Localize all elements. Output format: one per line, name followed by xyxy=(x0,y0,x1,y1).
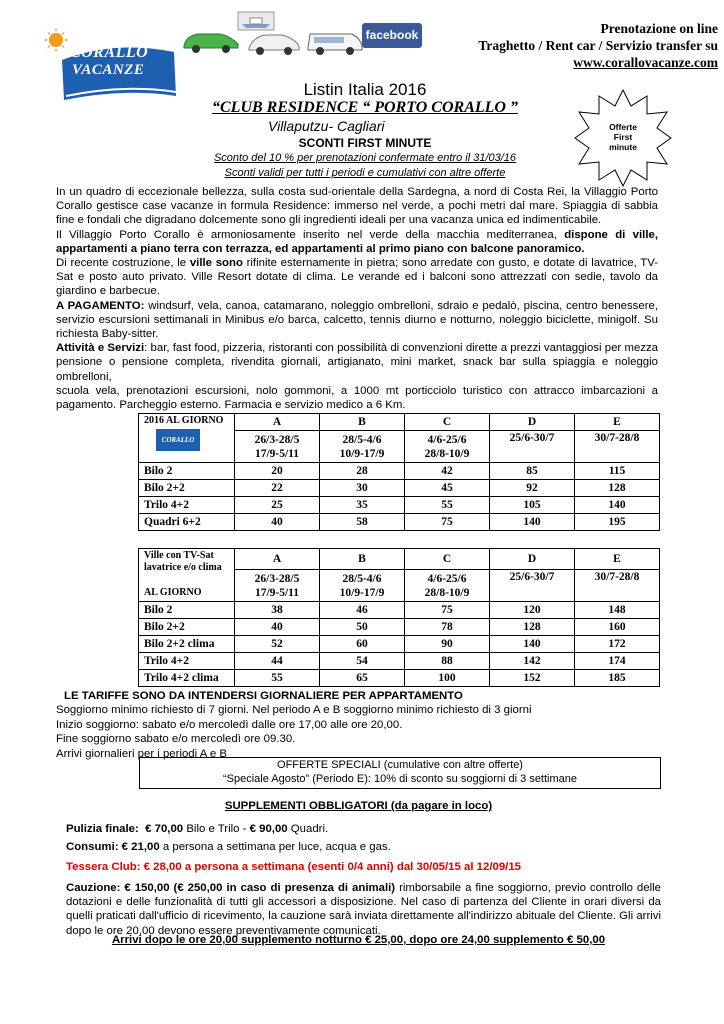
table1-col-b: B xyxy=(320,414,405,431)
t1-r1-d: 92 xyxy=(490,480,575,497)
table2-col-e: E xyxy=(575,549,660,570)
location: Villaputzu- Cagliari xyxy=(268,118,385,134)
t1-r1-a: 22 xyxy=(235,480,320,497)
desc-p4-label: A PAGAMENTO: xyxy=(56,299,145,312)
t2-r0-e: 148 xyxy=(575,602,660,619)
table2-corner xyxy=(139,549,235,602)
table1-col-a: A xyxy=(235,414,320,431)
supp-tessera: Tessera Club: € 28,00 a persona a settimana (esenti 0/4 anni) dal 30/05/15 al 12/09/15 xyxy=(66,861,522,873)
pulizia-price-1: € 70,00 xyxy=(145,823,184,835)
t2-r1-c: 78 xyxy=(405,619,490,636)
table1-period-d xyxy=(490,431,575,463)
desc-p3 xyxy=(56,256,658,299)
t2-r4-b: 65 xyxy=(320,670,405,687)
t2-r0-d: 120 xyxy=(490,602,575,619)
pulizia-price-2: € 90,00 xyxy=(249,823,288,835)
desc-p6: scuola vela, prenotazioni escursioni, nolo gommoni, a 1000 mt porticciolo turistico con attracco imbarcazioni a pagamento. Parcheggio esterno. Farmacia e servizio medico a 6 Km. xyxy=(56,384,658,412)
table-row xyxy=(139,636,660,653)
table-row xyxy=(139,514,660,531)
table-row xyxy=(139,653,660,670)
t2-r1-label: Bilo 2+2 xyxy=(139,619,235,636)
header-url-link[interactable]: www.corallovacanze.com xyxy=(573,55,718,70)
t1-r3-label: Quadri 6+2 xyxy=(139,514,235,531)
offers-title: OFFERTE SPECIALI (cumulative con altre offerte) xyxy=(277,759,523,771)
header-line-2: Traghetto / Rent car / Servizio transfer su xyxy=(478,38,718,53)
burst-line-3: minute xyxy=(609,142,637,152)
t1-pb-1: 28/5-4/6 xyxy=(342,433,382,446)
supp-pulizia xyxy=(56,822,671,836)
table-row xyxy=(139,670,660,687)
t1-r2-c: 55 xyxy=(405,497,490,514)
desc-p3-c: rifinite esternamente in pietra; sono arredate con gusto, e dotate di lavatrice, TV- Sat e posto auto privato. Ville Resort dotate di clima. Le verande ed i balconi sono attrezzati con sedie, tavolo da giardino e barbecue. xyxy=(56,257,658,298)
t2-r1-e: 160 xyxy=(575,619,660,636)
t1-pc-2: 28/8-10/9 xyxy=(424,447,470,460)
table1-period-a xyxy=(235,431,320,463)
cauzione-text: rimborsabile a fine soggiorno, previo controllo delle dotazioni e delle funzionalità di tutti gli accessori a disposizione. Nel caso di partenza del Cliente in orari diversi da quelli praticati dall'ufficio di ricevimento, la cauzione sarà inviata direttamente all'indirizzo abituale del Cliente. Gli arrivi dopo le ore 20,00 devono essere preventivamente comunicati. xyxy=(66,882,662,937)
t1-r0-label: Bilo 2 xyxy=(139,463,235,480)
t1-r3-c: 75 xyxy=(405,514,490,531)
table1-period-e xyxy=(575,431,660,463)
t1-pe-1: 30/7-28/8 xyxy=(594,432,640,444)
t2-r0-label: Bilo 2 xyxy=(139,602,235,619)
table-row xyxy=(139,602,660,619)
page-title: Listin Italia 2016 xyxy=(303,80,427,99)
rules-line-4: Arrivi giornalieri per i periodi A e B xyxy=(56,747,227,760)
price-table-apartments xyxy=(138,413,660,531)
t2-r3-label: Trilo 4+2 xyxy=(139,653,235,670)
table2-period-d xyxy=(490,570,575,602)
desc-p5 xyxy=(56,341,658,384)
table2-corner-1: Ville con TV-Sat xyxy=(144,550,214,561)
t2-pb-2: 10/9-17/9 xyxy=(339,586,385,599)
rules-line-2: Inizio soggiorno: sabato e/o mercoledì dalle ore 17,00 alle ore 20,00. xyxy=(56,718,403,731)
t2-r1-d: 128 xyxy=(490,619,575,636)
rules xyxy=(56,689,656,761)
t1-r2-d: 105 xyxy=(490,497,575,514)
t2-r3-b: 54 xyxy=(320,653,405,670)
table2-col-d: D xyxy=(490,549,575,570)
desc-p2-b: dispone di ville, appartamenti a piano terra con terrazza, ed appartamenti al primo piano con balcone panoramico. xyxy=(56,228,659,255)
t2-r3-d: 142 xyxy=(490,653,575,670)
t1-r0-e: 115 xyxy=(575,463,660,480)
burst-text xyxy=(583,122,663,152)
t2-r3-c: 88 xyxy=(405,653,490,670)
t2-r1-b: 50 xyxy=(320,619,405,636)
pulizia-text-1: Bilo e Trilo - xyxy=(183,823,250,835)
desc-p2 xyxy=(56,228,658,256)
table1-period-c xyxy=(405,431,490,463)
t1-r3-a: 40 xyxy=(235,514,320,531)
table2-period-c xyxy=(405,570,490,602)
desc-p4-text: windsurf, vela, canoa, catamarano, noleggio ombrelloni, sdraio e pedalò, piscina, centro benessere, servizio escursioni settimanali in Minibus e/o barca, calcetto, tennis diurno e notturno, noleggio biciclette, minigolf. Su richiesta Baby-sitter. xyxy=(56,299,658,341)
rules-line-3: Fine soggiorno sabato e/o mercoledì ore 09.30. xyxy=(56,733,296,746)
table2-col-b: B xyxy=(320,549,405,570)
t2-r2-c: 90 xyxy=(405,636,490,653)
t2-pa-1: 26/3-28/5 xyxy=(254,572,300,585)
desc-p1: In un quadro di eccezionale bellezza, sulla costa sud-orientale della Sardegna, a nord di Costa Rei, la Villaggio Porto Corallo gestisce case vacanze in formula Residence: immerso nel verde, a pochi metri dal mare. Spiaggia di sabbia fine e fondali che digradano dolcemente sono gli ingredienti ideali per una vacanza unica ed indimenticabile. xyxy=(56,186,658,227)
table2-col-c: C xyxy=(405,549,490,570)
supp-cauzione xyxy=(56,881,661,938)
t2-pe-1: 30/7-28/8 xyxy=(594,571,640,583)
t1-r1-c: 45 xyxy=(405,480,490,497)
special-offers-box xyxy=(139,757,661,789)
t2-r2-d: 140 xyxy=(490,636,575,653)
table1-col-d: D xyxy=(490,414,575,431)
discount-validity: Sconti validi per tutti i periodi e cumulativi con altre offerte xyxy=(224,167,506,179)
t1-r0-a: 20 xyxy=(235,463,320,480)
facebook-button[interactable]: facebook xyxy=(362,23,422,48)
burst-line-1: Offerte xyxy=(609,122,637,132)
t1-r3-e: 195 xyxy=(575,514,660,531)
table1-period-b xyxy=(320,431,405,463)
t2-r2-b: 60 xyxy=(320,636,405,653)
desc-p2-a: Il Villaggio Porto Corallo è armoniosamente inserito nel verde della macchia mediterranea, xyxy=(56,228,565,241)
t1-r1-label: Bilo 2+2 xyxy=(139,480,235,497)
t1-pa-1: 26/3-28/5 xyxy=(254,433,300,446)
logo-text-top: CORALLO xyxy=(70,44,149,61)
pulizia-text-2: Quadri. xyxy=(287,823,329,835)
table1-corner xyxy=(139,414,235,463)
table2-corner-3: AL GIORNO xyxy=(144,587,202,598)
table2-corner-2: lavatrice e/o clima xyxy=(144,562,222,573)
table-row xyxy=(139,619,660,636)
t2-pd-1: 25/6-30/7 xyxy=(509,571,555,583)
table-row xyxy=(139,480,660,497)
t2-r4-a: 55 xyxy=(235,670,320,687)
t2-r0-a: 38 xyxy=(235,602,320,619)
table2-period-a xyxy=(235,570,320,602)
first-minute-heading: SCONTI FIRST MINUTE xyxy=(298,136,432,150)
header-line-1: Prenotazione on line xyxy=(600,21,718,36)
rules-line-1: Soggiorno minimo richiesto di 7 giorni. Nel periodo A e B soggiorno minimo richiesto di 3 giorni xyxy=(56,704,532,717)
t2-r3-a: 44 xyxy=(235,653,320,670)
t1-r0-b: 28 xyxy=(320,463,405,480)
table-row xyxy=(139,463,660,480)
t1-r3-b: 58 xyxy=(320,514,405,531)
burst-line-2: First xyxy=(613,132,633,142)
table1-col-c: C xyxy=(405,414,490,431)
table-row xyxy=(139,497,660,514)
table2-col-a: A xyxy=(235,549,320,570)
t1-r0-d: 85 xyxy=(490,463,575,480)
logo-text-bottom: VACANZE xyxy=(72,62,145,78)
t2-r2-label: Bilo 2+2 clima xyxy=(139,636,235,653)
desc-p4 xyxy=(56,299,658,342)
t1-r2-b: 35 xyxy=(320,497,405,514)
t2-r0-b: 46 xyxy=(320,602,405,619)
t2-r2-e: 172 xyxy=(575,636,660,653)
car-icon-2 xyxy=(246,28,302,61)
table1-col-e: E xyxy=(575,414,660,431)
t2-r4-c: 100 xyxy=(405,670,490,687)
t1-r2-a: 25 xyxy=(235,497,320,514)
consumi-text: a persona a settimana per luce, acqua e gas. xyxy=(159,841,391,853)
desc-p3-b: ville sono xyxy=(189,257,243,270)
price-table-villas xyxy=(138,548,660,687)
offers-line: “Speciale Agosto” (Periodo E): 10% di sconto su soggiorni di 3 settimane xyxy=(222,773,578,785)
t2-r1-a: 40 xyxy=(235,619,320,636)
table1-corner-text: 2016 AL GIORNO xyxy=(144,415,224,426)
t1-r2-e: 140 xyxy=(575,497,660,514)
t2-r3-e: 174 xyxy=(575,653,660,670)
desc-p5-text: : bar, fast food, pizzeria, ristoranti con possibilità di convenzioni dirette a prezzi vantaggiosi per mezza pensione o pensione completa, rivendita giornali, artigianato, mini market, snack bar sulla spiaggia e noleggio ombrelloni, xyxy=(56,342,659,383)
t2-r4-e: 185 xyxy=(575,670,660,687)
t2-pc-1: 4/6-25/6 xyxy=(427,572,467,585)
t1-pb-2: 10/9-17/9 xyxy=(339,447,385,460)
desc-p5-label: Attività e Servizi xyxy=(56,342,145,355)
description xyxy=(56,185,658,412)
table1-logo: CORALLO xyxy=(156,429,200,451)
header-right xyxy=(418,20,718,71)
t1-r2-label: Trilo 4+2 xyxy=(139,497,235,514)
discount-line: Sconto del 10 % per prenotazioni confermate entro il 31/03/16 xyxy=(213,152,517,164)
t2-pa-2: 17/9-5/11 xyxy=(254,586,300,599)
t2-r4-label: Trilo 4+2 clima xyxy=(139,670,235,687)
car-icon xyxy=(180,28,242,59)
table2-period-e xyxy=(575,570,660,602)
t1-r0-c: 42 xyxy=(405,463,490,480)
table2-period-b xyxy=(320,570,405,602)
desc-p3-a: Di recente costruzione, le xyxy=(56,257,190,270)
supp-consumi xyxy=(56,840,671,854)
t2-r4-d: 152 xyxy=(490,670,575,687)
t1-r1-b: 30 xyxy=(320,480,405,497)
t1-pa-2: 17/9-5/11 xyxy=(254,447,300,460)
rules-heading: LE TARIFFE SONO DA INTENDERSI GIORNALIERE PER APPARTAMENTO xyxy=(64,690,463,702)
supp-arrivi: Arrivi dopo le ore 20,00 supplemento notturno € 25,00, dopo ore 24,00 supplemento € 50,00 xyxy=(111,934,606,946)
t2-r2-a: 52 xyxy=(235,636,320,653)
t1-pd-1: 25/6-30/7 xyxy=(509,432,555,444)
supplements-heading: SUPPLEMENTI OBBLIGATORI (da pagare in loco) xyxy=(224,800,493,812)
t2-r0-c: 75 xyxy=(405,602,490,619)
t2-pc-2: 28/8-10/9 xyxy=(424,586,470,599)
consumi-label: Consumi: € 21,00 xyxy=(66,841,160,853)
t2-pb-1: 28/5-4/6 xyxy=(342,572,382,585)
minibus-icon xyxy=(306,28,364,61)
pulizia-label: Pulizia finale: xyxy=(66,823,139,835)
t1-r3-d: 140 xyxy=(490,514,575,531)
cauzione-label: Cauzione: € 150,00 (€ 250,00 in caso di presenza di animali) xyxy=(66,882,396,894)
residence-title: “CLUB RESIDENCE “ PORTO CORALLO ” xyxy=(212,99,518,116)
t1-r1-e: 128 xyxy=(575,480,660,497)
t1-pc-1: 4/6-25/6 xyxy=(427,433,467,446)
